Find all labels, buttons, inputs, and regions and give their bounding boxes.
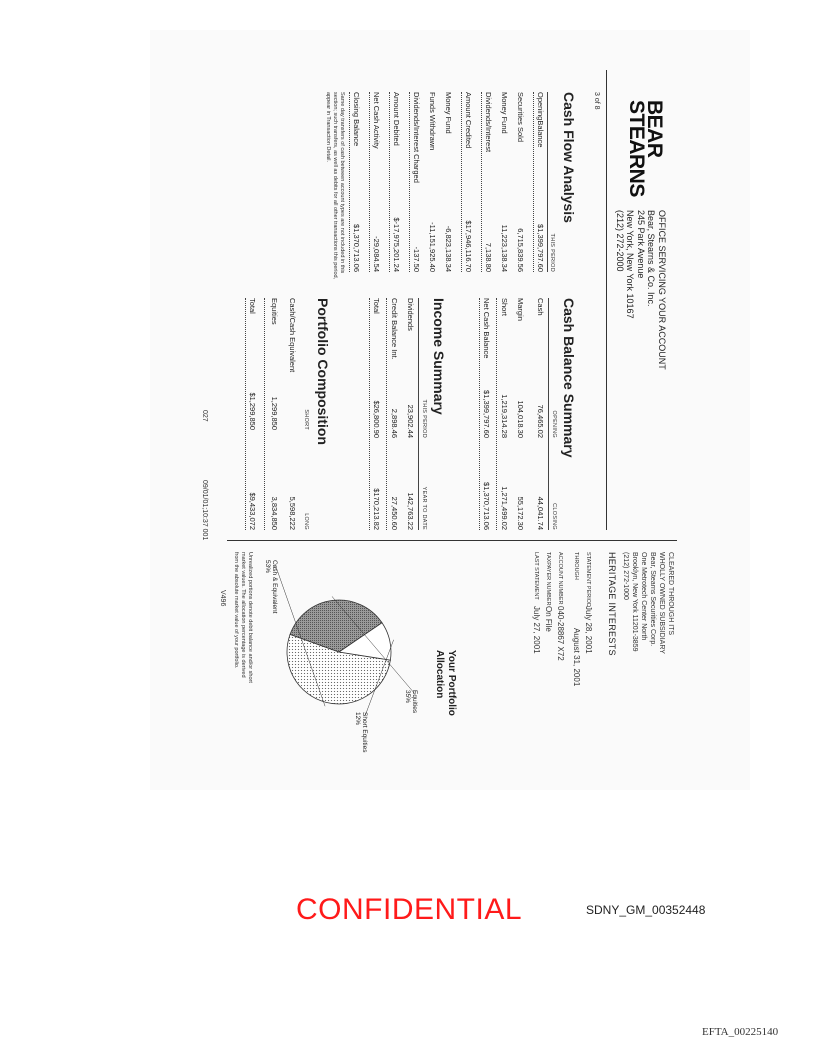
row-label: Credit Balance Int. [390,298,399,360]
page-indicator: 3 of 8 [593,92,600,110]
row-value: -6,823,138.34 [444,225,453,272]
period-label: STATEMENT PERIOD [585,552,591,608]
row-value: $-17,975,201.24 [392,217,401,272]
pie-percent-label: 35% [404,690,411,704]
pie-label: Cash & Equivalent [271,560,278,614]
footer-left-code: 027 [201,410,208,422]
clearing-block [621,552,675,654]
col-header-ytd: YEAR TO DATE [421,486,427,530]
logo-line-2: STEARNS [625,100,648,197]
table-row [484,92,493,272]
taxpayer-value: On File [544,606,553,632]
row-period: 2,898.46 [390,408,399,438]
table-row [444,92,453,272]
taxpayer-label: TAXPAYER NUMBER [545,552,551,606]
row-label: OpeningBalance [536,92,545,148]
row-label: Funds Withdrawn [428,92,437,151]
period-value: July 28, 2001 [584,606,593,654]
income-header [418,298,427,530]
row-long: 3,834,850 [270,496,279,530]
row-opening: 104,018.30 [516,400,525,438]
pie-percent-label: 53% [264,560,271,574]
row-divider [369,298,370,530]
cash-balance-header [548,298,557,530]
row-label: Amount Debited [392,92,401,146]
row-divider [461,92,462,272]
row-label: Dividends [406,298,415,331]
table-row [516,92,525,272]
row-ytd: 27,450.60 [390,496,399,530]
table-row [536,92,545,272]
row-divider [479,298,480,530]
row-label: Margin [516,298,525,321]
row-label: Cash/Cash Equivalent [288,298,297,373]
note-line: market values. The allocation percentage is derived [240,552,246,678]
row-label: Equities [270,298,279,325]
bates-number: SDNY_GM_00352448 [586,903,706,917]
header-rule [606,70,607,530]
row-value: 6,715,839.56 [516,228,525,272]
column-divider [227,540,677,541]
account-value: 040-28867 X72 [556,606,565,661]
row-opening: $1,399,797.60 [482,390,491,438]
row-divider [496,298,497,530]
row-closing: 44,041.74 [536,496,545,530]
row-short: 1,299,850 [270,396,279,430]
row-label: Dividends/Interest [484,92,493,153]
table-row [464,92,473,272]
table-row [288,298,297,530]
row-value: $1,370,713.06 [352,224,361,272]
office-line: New York, New York 10167 [625,210,636,319]
pie-label: Short Equities [361,712,368,753]
row-closing: $1,370,713.06 [482,482,491,530]
allocation-note [232,552,253,683]
row-label: Net Cash Balance [482,298,491,359]
through-label: THROUGH [573,552,579,580]
statement-info [529,552,593,722]
row-long: $9,433,072 [248,492,257,530]
row-divider [245,298,246,530]
row-closing: 55,172.30 [516,496,525,530]
table-row [406,298,415,530]
last-statement-value: July 27, 2001 [532,606,541,654]
row-value: $17,946,116.70 [464,220,473,272]
account-label: ACCOUNT NUMBER [557,552,563,605]
allocation-pie-chart [257,552,417,752]
clearing-line: Brooklyn, New York 11201-3859 [631,552,638,652]
pie-label: Equities [411,690,418,714]
row-value: -29,084.54 [372,236,381,272]
table-row [412,92,421,272]
row-closing: 1,271,499.02 [500,486,509,530]
table-row [428,92,437,272]
client-name: HERITAGE INTERESTS [607,552,617,656]
row-value: -11,151,925.40 [428,222,437,272]
table-row [372,298,381,530]
office-line: (212) 272-2000 [615,210,625,272]
allocation-title-line: Allocation [434,650,445,699]
pie-percent-label: 12% [354,712,361,726]
allocation-title-line: Your Portfolio [446,650,457,716]
clearing-line: (212) 272-1000 [622,552,629,600]
footnote-line: appear in Transaction Detail. [325,92,331,163]
row-divider [349,92,350,272]
row-label: Money Fund [500,92,509,134]
col-header-closing: CLOSING [551,503,557,530]
table-row [372,92,381,272]
office-block [615,210,668,370]
col-header-short: SHORT [303,409,309,430]
office-line: 245 Park Avenue [636,210,646,279]
clearing-line: CLEARED THROUGH ITS [667,552,674,636]
row-long: 5,598,222 [288,496,297,530]
row-label: Cash [536,298,545,316]
row-value: $1,399,797.60 [536,224,545,272]
row-ytd: $170,213.82 [372,488,381,530]
col-header-this-period: THIS PERIOD [421,399,427,438]
clearing-line: One Metrotech Center North [640,552,647,641]
table-row [500,92,509,272]
table-row [500,298,509,530]
row-divider [481,92,482,272]
col-header-opening: OPENING [551,410,557,438]
row-short: $1,299,850 [248,392,257,430]
row-divider [533,92,534,272]
note-line: Unrealized portions denote debit balance and/or short [247,552,253,683]
allocation-code: V496 [219,590,226,607]
row-ytd: 142,763.22 [406,492,415,530]
footer-right-code: 09/01/01;10:37 001 [201,480,208,541]
row-label: Net Cash Activity [372,92,381,149]
logo-line-1: BEAR [643,100,666,158]
row-label: Dividends/Interest Charged [412,92,421,183]
table-row [352,92,361,272]
row-divider [409,92,410,272]
row-value: -137.50 [412,246,421,272]
row-label: Closing Balance [352,92,361,147]
row-opening: 1,219,314.28 [500,394,509,438]
row-label: Short [500,298,509,316]
last-statement-label: LAST STATEMENT [533,552,539,600]
table-row [516,298,525,530]
row-label: Amount Credited [464,92,473,149]
logo [625,100,666,197]
office-line: OFFICE SERVICING YOUR ACCOUNT [657,210,667,370]
row-value: 7,138.80 [484,242,493,272]
table-row [536,298,545,530]
row-label: Securities Sold [516,92,525,143]
row-divider [386,298,387,530]
clearing-line: WHOLLY OWNED SUBSIDIARY [658,552,665,654]
footnote-line: section; such transfers, as well as debits for all other transactions this period, [332,92,338,280]
row-label: Total [372,298,381,314]
office-line: Bear, Stearns & Co. Inc. [646,210,657,307]
table-row [390,298,399,530]
note-line: from the absolute market value of your portfolio. [233,552,239,669]
clearing-line: Bear, Stearns Securities Corp. [649,552,656,647]
col-header-long: LONG [303,513,309,530]
cash-flow-title: Cash Flow Analysis [561,92,577,223]
row-period: 23,902.44 [406,404,415,438]
row-divider [264,298,265,530]
table-row [248,298,257,530]
cash-flow-col-header: THIS PERIOD [547,92,555,272]
footnote-line: Same day transfers of cash between account types are not included in this [339,92,345,274]
efta-number: EFTA_00225140 [702,1026,779,1038]
table-row [482,298,491,530]
row-label: Total [248,298,257,314]
allocation-title [433,650,457,716]
row-opening: 76,465.02 [536,404,545,438]
row-divider [369,92,370,272]
through-value: August 31, 2001 [572,628,581,687]
confidential-stamp: CONFIDENTIAL [296,893,523,926]
income-title: Income Summary [431,298,447,415]
portfolio-title: Portfolio Composition [315,298,331,445]
row-divider [389,92,390,272]
cash-flow-footnote [324,92,345,279]
row-label: Money Fund [444,92,453,134]
cash-balance-title: Cash Balance Summary [561,298,577,458]
row-value: 11,223,138.34 [500,224,509,272]
statement-page [145,60,685,760]
table-row [270,298,279,530]
portfolio-header [300,298,309,530]
row-period: $26,800.90 [372,400,381,438]
table-row [392,92,401,272]
